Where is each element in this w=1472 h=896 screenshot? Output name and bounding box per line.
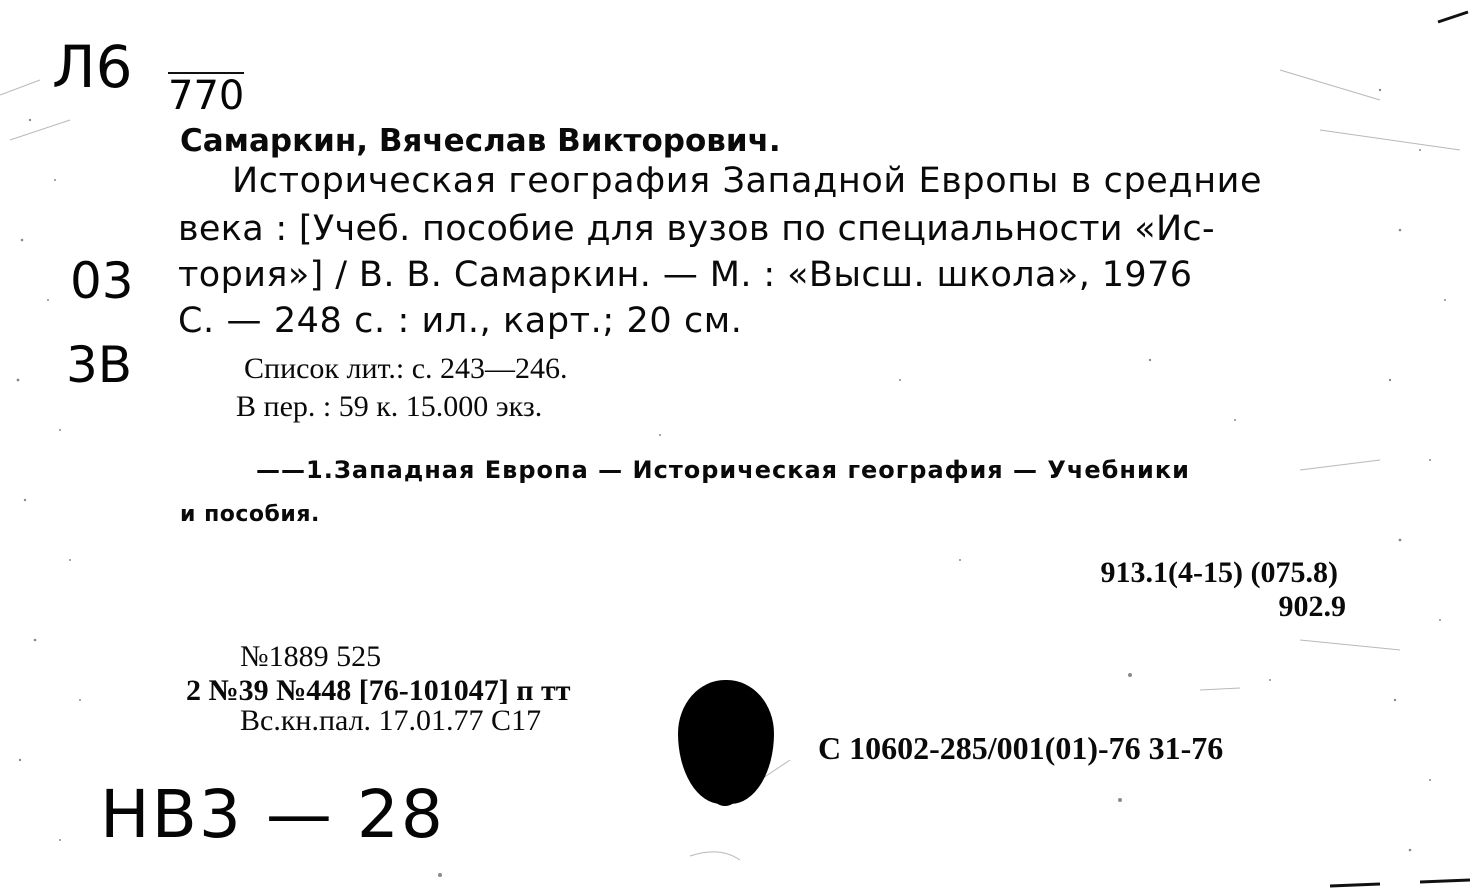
description-line-2: века : [Учеб. пособие для вузов по специальности «Ис- [178,209,1215,249]
author-heading: Самаркин, Вячеслав Викторович. [180,123,781,159]
classification-bbk: 902.9 [1278,590,1346,623]
ink-blot-tail [714,790,736,806]
registry-line-1: №1889 525 [240,640,382,673]
note-price-print-run: В пер. : 59 к. 15.000 экз. [236,390,543,423]
description-line-3: тория»] / В. В. Самаркин. — М. : «Высш. школа», 1976 [178,255,1193,295]
registry-line-2: 2 №39 №448 [76-101047] п тт [186,674,571,707]
note-bibliography: Список лит.: с. 243—246. [244,352,568,385]
description-line-1: Историческая география Западной Европы в средние [232,161,1263,201]
publisher-code: С 10602-285/001(01)-76 31-76 [818,730,1224,766]
handwritten-margin-note-2: 3В [66,336,133,394]
subject-heading-line-1: ——1.Западная Европа — Историческая география — Учебники [256,456,1190,484]
classification-udc: 913.1(4-15) (075.8) [1100,556,1338,589]
ink-blot [678,680,774,804]
handwritten-bottom-note: НВ3 — 28 [100,776,445,853]
handwritten-shelfmark-number: 770 [168,73,245,119]
handwritten-shelfmark-prefix: Л6 [52,33,133,101]
subject-heading-line-2: и пособия. [180,502,320,527]
registry-line-3: Вс.кн.пал. 17.01.77 С17 [240,704,542,737]
description-line-4: С. — 248 с. : ил., карт.; 20 см. [178,301,743,341]
handwritten-margin-note-1: 03 [70,252,134,310]
